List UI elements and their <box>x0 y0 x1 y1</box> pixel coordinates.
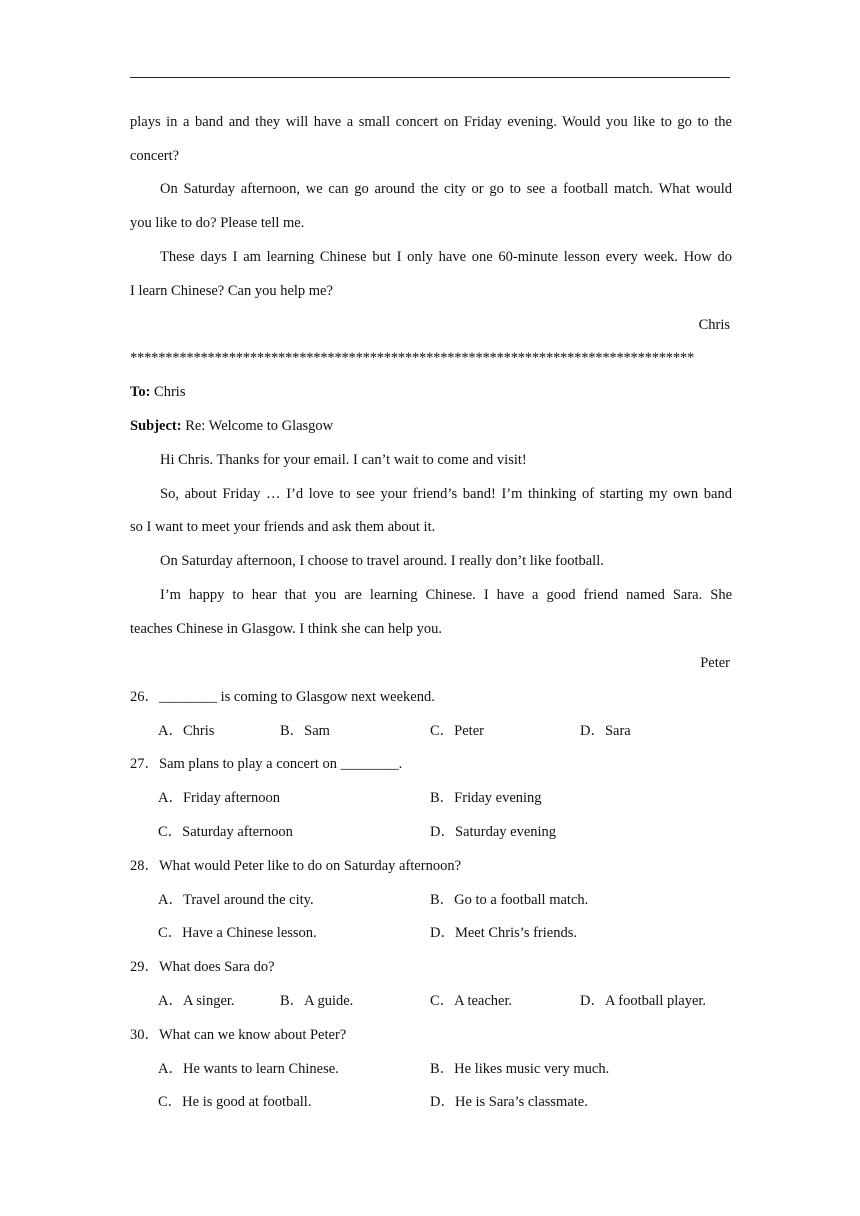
reply-line: teaches Chinese in Glasgow. I think she can help you. <box>130 621 442 637</box>
question-stem: 26．________ is coming to Glasgow next weekend. <box>130 689 435 705</box>
to-value: Chris <box>150 384 186 400</box>
reply-subject <box>130 417 732 435</box>
answer-option: A．Friday afternoon <box>158 790 281 806</box>
answer-option: B．Friday evening <box>430 790 542 806</box>
answer-option: C．He is good at football. <box>158 1094 312 1110</box>
answer-option: A．He wants to learn Chinese. <box>158 1061 339 1077</box>
reply-line: On Saturday afternoon, I choose to travel around. I really don’t like football. <box>160 553 604 569</box>
answer-option: A．Chris <box>158 723 215 739</box>
answer-option: D．A football player. <box>580 993 707 1009</box>
answer-option: C．Have a Chinese lesson. <box>158 925 317 941</box>
answer-option: D．Saturday evening <box>430 824 557 840</box>
answer-option: D．Sara <box>580 723 631 739</box>
question-stem: 28．What would Peter like to do on Saturday afternoon? <box>130 858 462 874</box>
letter-signature: Chris <box>698 317 730 333</box>
reply-line: I’m happy to hear that you are learning Chinese. I have a good friend named Sara. She <box>160 587 732 603</box>
question-stem: 27．Sam plans to play a concert on ________. <box>130 756 403 772</box>
letter-line: concert? <box>130 148 180 164</box>
letter-line: On Saturday afternoon, we can go around the city or go to see a football match. What would <box>160 181 732 197</box>
answer-option: B．Sam <box>280 723 330 739</box>
letter-line: These days I am learning Chinese but I only have one 60-minute lesson every week. How do <box>160 249 732 265</box>
answer-option: B．A guide. <box>280 993 354 1009</box>
question-stem: 30．What can we know about Peter? <box>130 1027 347 1043</box>
to-label: To: <box>130 384 151 400</box>
answer-option: B．Go to a football match. <box>430 892 589 908</box>
letter-line: plays in a band and they will have a small concert on Friday evening. Would you like to go to the <box>130 114 732 130</box>
reply-signature: Peter <box>700 655 730 671</box>
subject-label: Subject: <box>130 418 182 434</box>
answer-option: C．Saturday afternoon <box>158 824 293 840</box>
question-stem: 29．What does Sara do? <box>130 959 275 975</box>
answer-option: A．A singer. <box>158 993 235 1009</box>
reply-line: so I want to meet your friends and ask them about it. <box>130 519 436 535</box>
reply-to <box>130 383 732 401</box>
answer-option: D．Meet Chris’s friends. <box>430 925 577 941</box>
subject-value: Re: Welcome to Glasgow <box>181 418 334 434</box>
header-rule <box>130 77 730 78</box>
answer-option: B．He likes music very much. <box>430 1061 610 1077</box>
separator-line: ******************************************************************************** <box>130 350 695 366</box>
reply-line: So, about Friday … I’d love to see your friend’s band! I’m thinking of starting my own band <box>160 486 732 502</box>
letter-line: you like to do? Please tell me. <box>130 215 305 231</box>
answer-option: C．Peter <box>430 723 484 739</box>
answer-option: D．He is Sara’s classmate. <box>430 1094 588 1110</box>
answer-option: C．A teacher. <box>430 993 513 1009</box>
letter-line: I learn Chinese? Can you help me? <box>130 283 333 299</box>
reply-line: Hi Chris. Thanks for your email. I can’t wait to come and visit! <box>160 452 527 468</box>
answer-option: A．Travel around the city. <box>158 892 314 908</box>
